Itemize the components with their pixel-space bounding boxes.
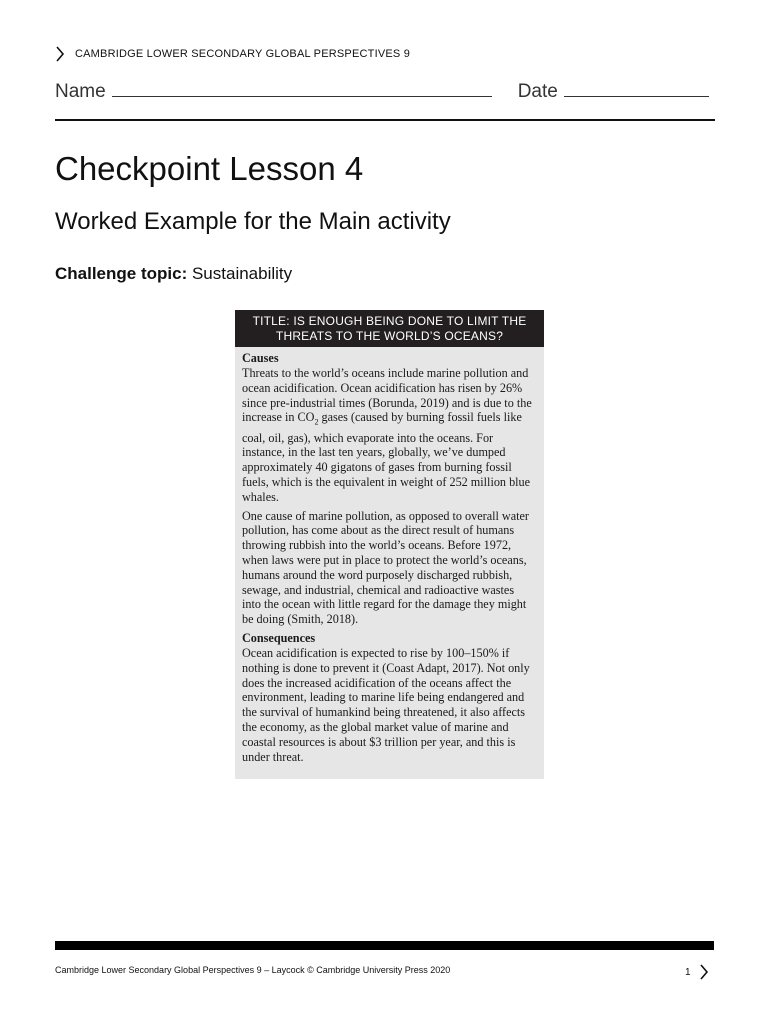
p1-part-a: Threats to the world’s oceans include marine pollution and ocean acidification. Ocean acidification has risen by 26% since pre-industrial times (Borunda, 2019) and is due to the increase in CO — [242, 366, 532, 425]
causes-paragraph-2: One cause of marine pollution, as opposed to overall water pollution, has come about as the direct result of humans throwing rubbish into the world’s oceans. Before 1972, when laws were put in place to protect the world’s oceans, humans around the word purposely discharged rubbish, sewage, and industrial, chemical and radioactive wastes into the ocean with little regard for the damage they might be doing (Smith, 2018). — [242, 508, 529, 627]
date-field[interactable] — [564, 78, 709, 97]
consequences-paragraph: Ocean acidification is expected to rise by 100–150% if nothing is done to prevent it (Coast Adapt, 2017). Not only does the increased acidification of the oceans affect the environment, leading to marine life being endangered and the survival of humankind being threatened, it also affects the economy, as the global market value of marine and coastal resources is about $3 trillion per year, and this is under threat. — [242, 645, 530, 764]
series-title: CAMBRIDGE LOWER SECONDARY GLOBAL PERSPECTIVES 9 — [75, 48, 411, 60]
challenge-topic — [55, 264, 292, 284]
topic-label: Challenge topic: — [55, 264, 188, 283]
consequences-heading: Consequences — [242, 630, 316, 645]
card-body — [235, 347, 544, 764]
causes-paragraph-1 — [242, 366, 536, 505]
chevron-right-icon — [55, 46, 65, 62]
causes-heading: Causes — [242, 351, 279, 365]
running-header — [55, 46, 410, 62]
page-number-area — [685, 964, 709, 980]
topic-value: Sustainability — [191, 264, 293, 283]
name-field[interactable] — [112, 78, 492, 97]
bottom-divider — [55, 941, 714, 950]
date-label: Date — [517, 81, 558, 102]
top-divider — [55, 119, 715, 121]
p1-part-b: gases (caused by burning fossil fuels like coal, oil, gas), which evaporate into the oceans. For instance, in the last ten years, globally, we’ve dumped approximately 40 gigatons of gases from burning fossil fuels, which is the equivalent in weight of 252 million blue whales. — [242, 410, 531, 504]
name-label: Name — [55, 81, 106, 102]
page-number: 1 — [685, 966, 691, 978]
worked-example-card — [235, 310, 544, 779]
chevron-right-icon[interactable] — [699, 964, 709, 980]
p1-subscript: 2 — [314, 417, 319, 427]
footer-text: Cambridge Lower Secondary Global Perspectives 9 – Laycock © Cambridge University Press 2020 — [55, 965, 451, 975]
card-title: TITLE: IS ENOUGH BEING DONE TO LIMIT THE THREATS TO THE WORLD’S OCEANS? — [235, 310, 544, 347]
name-date-row — [55, 78, 715, 103]
page-title: Checkpoint Lesson 4 — [55, 150, 364, 187]
page-subtitle: Worked Example for the Main activity — [55, 208, 451, 235]
